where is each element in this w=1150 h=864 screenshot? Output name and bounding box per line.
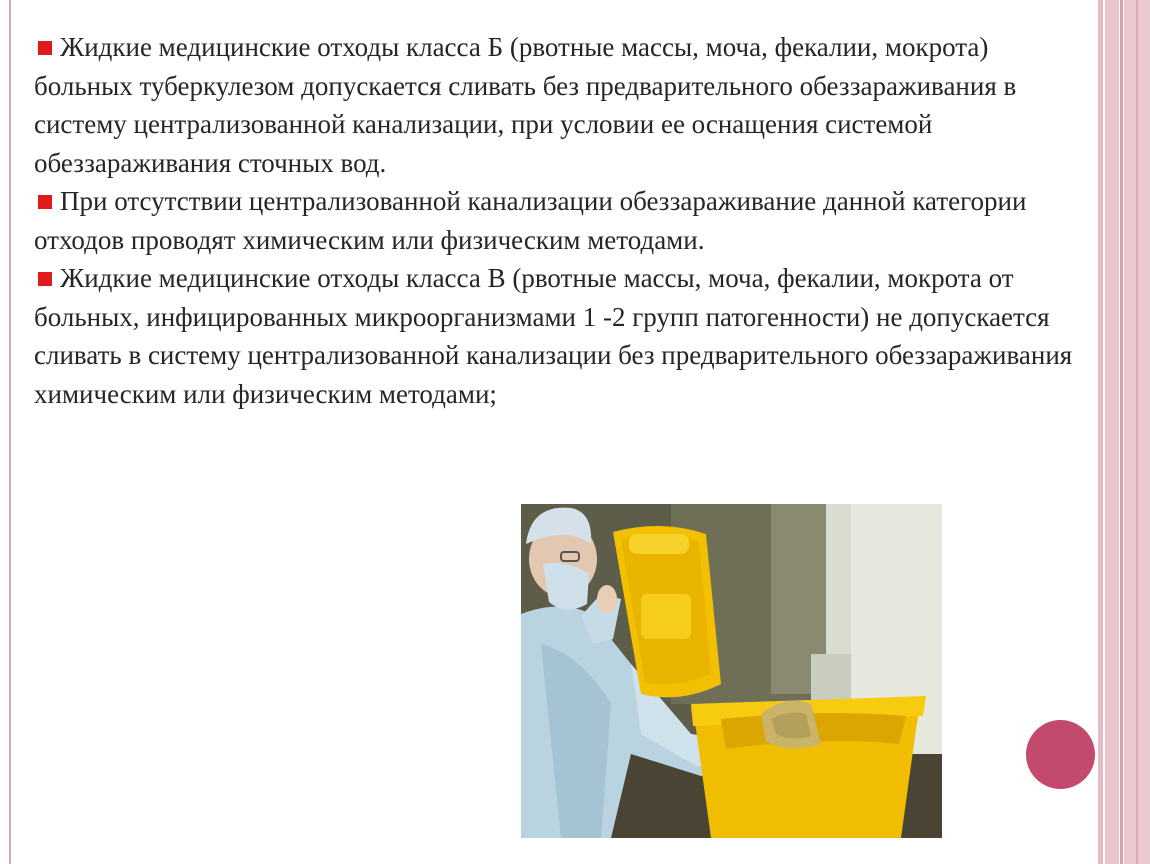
paragraph-no-sewer bbox=[34, 182, 1074, 259]
square-bullet-icon bbox=[38, 272, 52, 286]
paragraph-text: Жидкие медицинские отходы класса Б (рвотные массы, моча, фекалии, мокрота) больных туберкулезом допускается сливать без предварительного обеззараживания в систему централизованной канализации, при условии ее оснащения системой обеззараживания сточных вод. bbox=[34, 32, 1017, 178]
square-bullet-icon bbox=[38, 195, 52, 209]
right-decor-stripe bbox=[1105, 0, 1119, 864]
paragraph-class-v bbox=[34, 259, 1074, 413]
photo-worker-yellow-waste-bin bbox=[521, 504, 942, 838]
paragraph-text: При отсутствии централизованной канализации обеззараживание данной категории отходов проводят химическим или физическим методами. bbox=[34, 186, 1027, 255]
square-bullet-icon bbox=[38, 41, 52, 55]
slide-body bbox=[34, 28, 1074, 413]
paragraph-class-b bbox=[34, 28, 1074, 182]
photo-illustration bbox=[521, 504, 942, 838]
left-border-line bbox=[9, 0, 11, 864]
right-decor-stripe bbox=[1098, 0, 1103, 864]
right-decor-stripe bbox=[1136, 0, 1138, 864]
paragraph-text: Жидкие медицинские отходы класса В (рвотные массы, моча, фекалии, мокрота от больных, инфицированных микроорганизмами 1 -2 групп патогенности) не допускается сливать в систему централизованной канализации без предварительного обеззараживания химическим или физическим методами; bbox=[34, 263, 1073, 409]
right-decor-stripe bbox=[1120, 0, 1123, 864]
decorative-circle bbox=[1026, 720, 1095, 789]
